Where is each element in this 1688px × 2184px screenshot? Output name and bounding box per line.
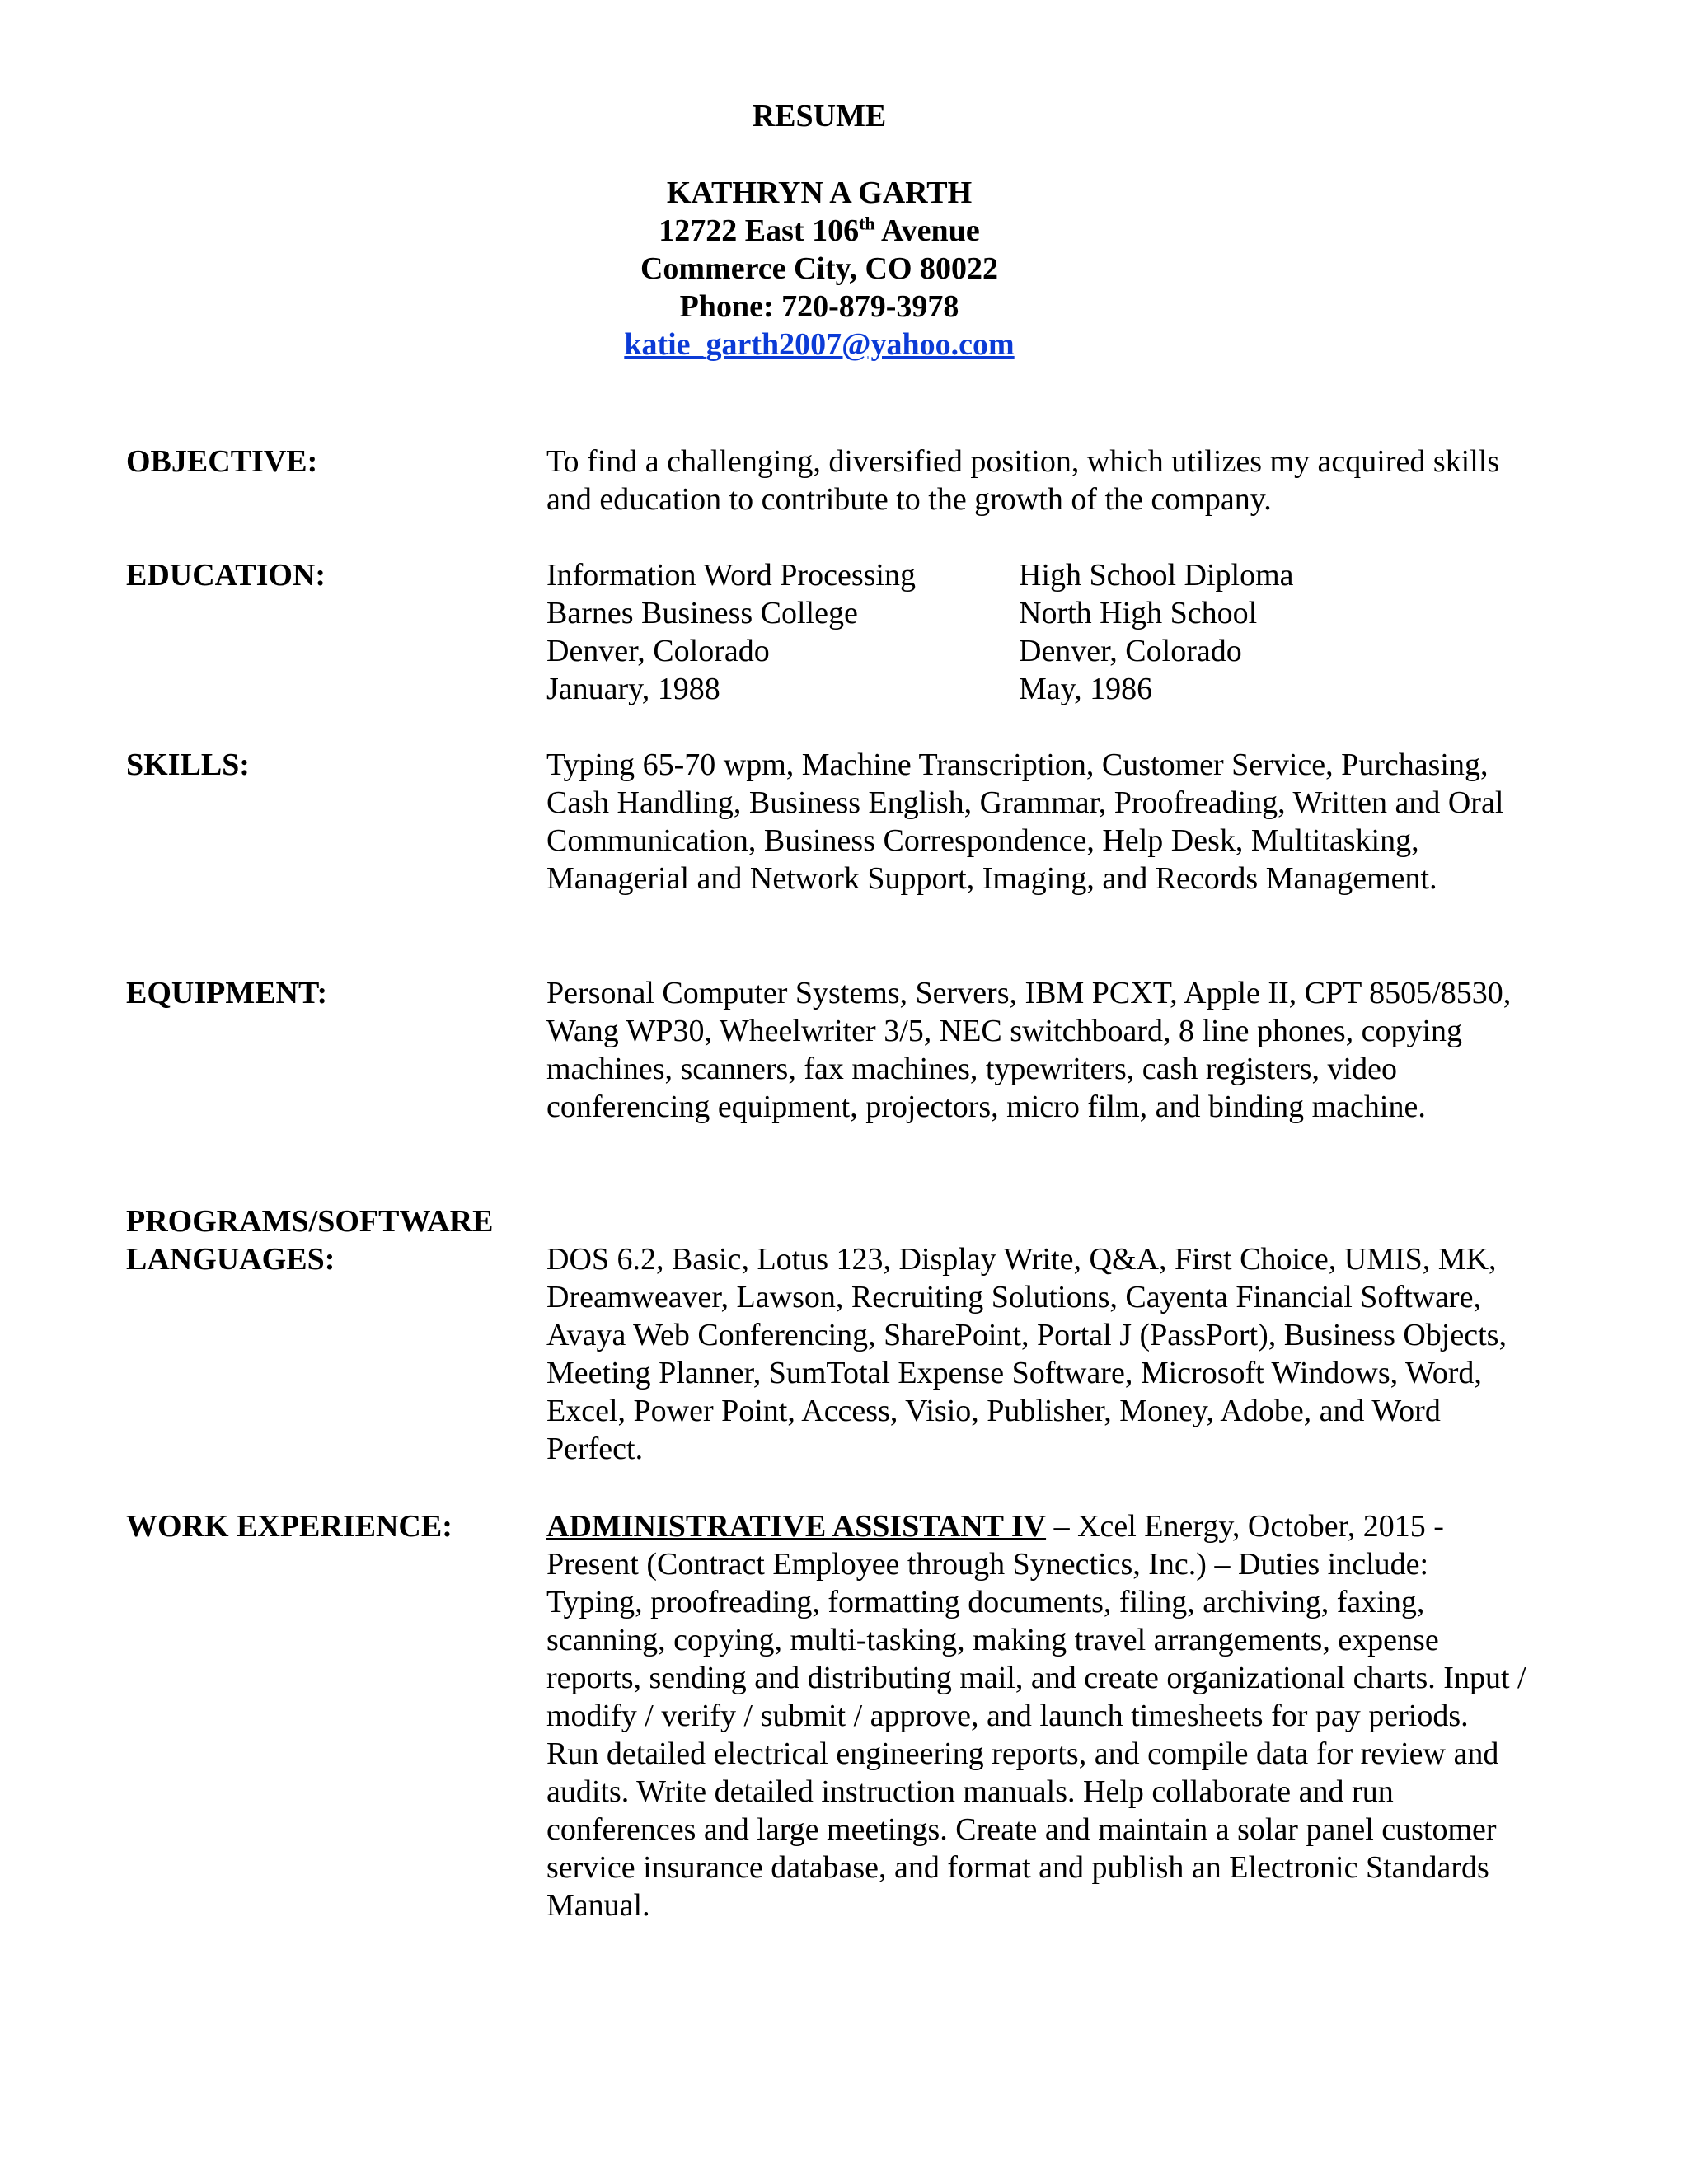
education-entry-highschool [1019, 556, 1294, 708]
education-line: Denver, Colorado [546, 634, 770, 668]
education-line: Barnes Business College [546, 596, 858, 630]
job-description: – Xcel Energy, October, 2015 - Present (Contract Employee through Synectics, Inc.) – Duties include: Typing, proofreading, formatting documents, filing, archiving, faxing, scanning, copying, multi-tasking, making travel arrangements, expense reports, sending and distributing mail, and create organizational charts. Input / modify / verify / submit / approve, and launch timesheets for pay periods. Run detailed electrical engineering reports, and compile data for review and audits. Write detailed instruction manuals. Help collaborate and run conferences and large meetings. Create and maintain a solar panel customer service insurance database, and format and publish an Electronic Standards Manual. [546, 1509, 1526, 1923]
email-link[interactable]: katie_garth2007@yahoo.com [624, 327, 1015, 362]
equipment-text: Personal Computer Systems, Servers, IBM PCXT, Apple II, CPT 8505/8530, Wang WP30, Wheelwriter 3/5, NEC switchboard, 8 line phones, copying machines, scanners, fax machines, typewriters, cash registers, video conferencing equipment, projectors, micro film, and binding machine. [546, 976, 1512, 1124]
document-title: RESUME [752, 99, 887, 134]
programs-text: DOS 6.2, Basic, Lotus 123, Display Write, Q&A, First Choice, UMIS, MK, Dreamweaver, Lawson, Recruiting Solutions, Cayenta Financial Software, Avaya Web Conferencing, SharePoint, Portal J (PassPort), Business Objects, Meeting Planner, SumTotal Expense Software, Microsoft Windows, Word, Excel, Power Point, Access, Visio, Publisher, Money, Adobe, and Word Perfect. [546, 1242, 1507, 1466]
education-line: High School Diploma [1019, 558, 1294, 593]
job-title: ADMINISTRATIVE ASSISTANT IV [546, 1509, 1047, 1544]
programs-label-line1: PROGRAMS/SOFTWARE [126, 1204, 494, 1239]
education-line: Information Word Processing [546, 558, 916, 593]
applicant-name: KATHRYN A GARTH [666, 176, 973, 210]
objective-label: OBJECTIVE: [126, 444, 318, 479]
city-state-zip: Commerce City, CO 80022 [640, 251, 999, 286]
work-experience-entry [546, 1507, 1527, 1924]
objective-text: To find a challenging, diversified position, which utilizes my acquired skills and education to contribute to the growth of the company. [546, 444, 1500, 517]
education-line: North High School [1019, 596, 1258, 630]
education-line: January, 1988 [546, 672, 720, 706]
resume-header [0, 97, 1639, 363]
education-entry-college [546, 556, 916, 708]
education-label: EDUCATION: [126, 558, 326, 593]
street-address: 12722 East 106th Avenue [659, 213, 980, 248]
programs-label-line2: LANGUAGES: [126, 1242, 335, 1277]
skills-label: SKILLS: [126, 748, 250, 782]
skills-text: Typing 65-70 wpm, Machine Transcription, Customer Service, Purchasing, Cash Handling, Business English, Grammar, Proofreading, Written and Oral Communication, Business Correspondence, Help Desk, Multitasking, Managerial and Network Support, Imaging, and Records Management. [546, 748, 1504, 896]
education-line: May, 1986 [1019, 672, 1153, 706]
phone-number: Phone: 720-879-3978 [679, 289, 959, 324]
education-line: Denver, Colorado [1019, 634, 1242, 668]
work-experience-label: WORK EXPERIENCE: [126, 1509, 452, 1544]
equipment-label: EQUIPMENT: [126, 976, 328, 1010]
